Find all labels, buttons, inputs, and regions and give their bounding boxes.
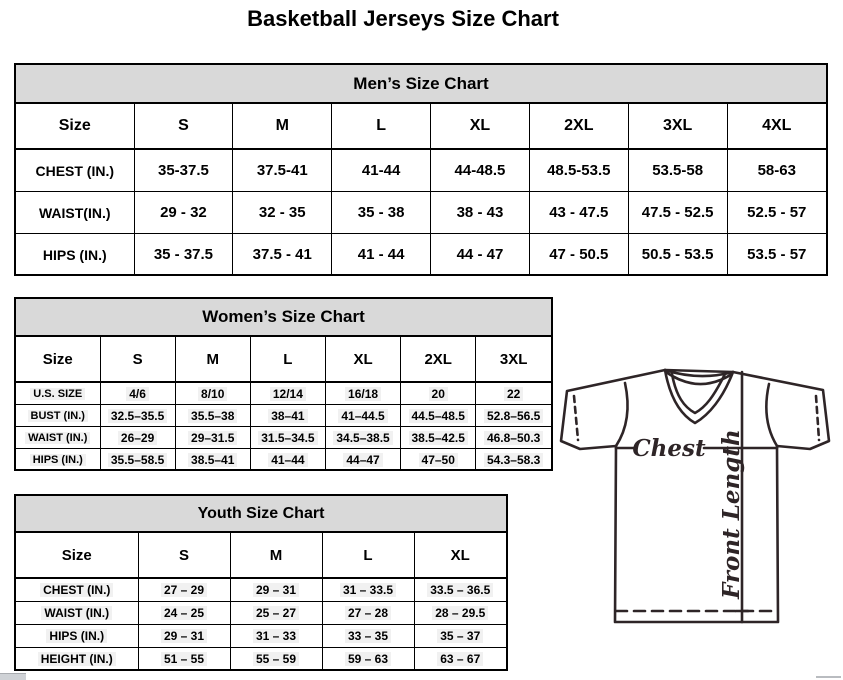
youth-header-row <box>16 533 506 578</box>
jersey-outline <box>561 370 829 622</box>
row-label: CHEST (IN.) <box>16 578 138 602</box>
column-header: S <box>134 104 233 149</box>
row-label: WAIST (IN.) <box>16 602 138 625</box>
size-cell: 31.5–34.5 <box>250 427 325 449</box>
column-header: Size <box>16 533 138 578</box>
column-header: XL <box>431 104 530 149</box>
column-header: XL <box>325 337 400 382</box>
front-length-label: Front Length <box>718 429 745 599</box>
size-cell: 32 - 35 <box>233 192 332 234</box>
column-header: L <box>332 104 431 149</box>
row-label: WAIST (IN.) <box>16 427 100 449</box>
size-cell: 52.5 - 57 <box>727 192 826 234</box>
size-cell: 38–41 <box>250 405 325 427</box>
womens-chart-title: Women’s Size Chart <box>202 307 365 326</box>
size-cell: 24 – 25 <box>138 602 230 625</box>
size-cell: 37.5-41 <box>233 149 332 192</box>
size-cell: 50.5 - 53.5 <box>628 234 727 276</box>
row-label: WAIST(IN.) <box>16 192 134 234</box>
size-cell: 44 - 47 <box>431 234 530 276</box>
size-cell: 20 <box>401 382 476 405</box>
size-cell: 63 – 67 <box>414 648 506 671</box>
column-header: S <box>100 337 175 382</box>
table-row <box>16 382 551 405</box>
page-title: Basketball Jerseys Size Chart <box>247 6 559 31</box>
size-cell: 12/14 <box>250 382 325 405</box>
size-cell: 44-48.5 <box>431 149 530 192</box>
womens-header-row <box>16 337 551 382</box>
column-header: 3XL <box>476 337 551 382</box>
size-cell: 38 - 43 <box>431 192 530 234</box>
table-row <box>16 449 551 471</box>
column-header: Size <box>16 337 100 382</box>
size-cell: 27 – 28 <box>322 602 414 625</box>
jersey-measurement-diagram <box>557 358 843 636</box>
chest-label: Chest <box>632 435 706 462</box>
column-header: L <box>250 337 325 382</box>
size-cell: 35 - 38 <box>332 192 431 234</box>
table-row <box>16 578 506 602</box>
size-cell: 53.5 - 57 <box>727 234 826 276</box>
row-label: HIPS (IN.) <box>16 449 100 471</box>
size-cell: 35.5–38 <box>175 405 250 427</box>
mens-size-chart <box>14 63 828 276</box>
size-cell: 16/18 <box>325 382 400 405</box>
column-header: S <box>138 533 230 578</box>
size-cell: 41 - 44 <box>332 234 431 276</box>
size-cell: 54.3–58.3 <box>476 449 551 471</box>
size-cell: 47 - 50.5 <box>529 234 628 276</box>
size-cell: 25 – 27 <box>230 602 322 625</box>
size-cell: 53.5-58 <box>628 149 727 192</box>
row-label: U.S. SIZE <box>16 382 100 405</box>
size-cell: 32.5–35.5 <box>100 405 175 427</box>
size-cell: 22 <box>476 382 551 405</box>
womens-size-chart <box>14 297 553 471</box>
column-header: M <box>175 337 250 382</box>
size-cell: 29 – 31 <box>138 625 230 648</box>
row-label: HIPS (IN.) <box>16 625 138 648</box>
size-cell: 47–50 <box>401 449 476 471</box>
row-label: HEIGHT (IN.) <box>16 648 138 671</box>
table-row <box>16 405 551 427</box>
size-cell: 51 – 55 <box>138 648 230 671</box>
size-cell: 33.5 – 36.5 <box>414 578 506 602</box>
table-row <box>16 648 506 671</box>
size-cell: 58-63 <box>727 149 826 192</box>
size-cell: 29–31.5 <box>175 427 250 449</box>
size-cell: 52.8–56.5 <box>476 405 551 427</box>
size-cell: 27 – 29 <box>138 578 230 602</box>
size-cell: 37.5 - 41 <box>233 234 332 276</box>
youth-chart-title: Youth Size Chart <box>197 504 325 522</box>
size-cell: 4/6 <box>100 382 175 405</box>
youth-size-chart <box>14 494 508 671</box>
table-row <box>16 602 506 625</box>
womens-chart-header <box>16 299 551 337</box>
size-cell: 41–44.5 <box>325 405 400 427</box>
size-cell: 48.5-53.5 <box>529 149 628 192</box>
size-cell: 47.5 - 52.5 <box>628 192 727 234</box>
column-header: 2XL <box>401 337 476 382</box>
scrollbar-fragment-right[interactable] <box>816 676 841 678</box>
size-cell: 31 – 33 <box>230 625 322 648</box>
size-cell: 28 – 29.5 <box>414 602 506 625</box>
table-row <box>16 625 506 648</box>
size-cell: 35 – 37 <box>414 625 506 648</box>
size-cell: 55 – 59 <box>230 648 322 671</box>
size-cell: 26–29 <box>100 427 175 449</box>
size-cell: 43 - 47.5 <box>529 192 628 234</box>
womens-size-table <box>16 337 551 470</box>
size-cell: 38.5–41 <box>175 449 250 471</box>
size-cell: 44–47 <box>325 449 400 471</box>
mens-chart-header <box>16 65 826 104</box>
column-header: Size <box>16 104 134 149</box>
size-cell: 38.5–42.5 <box>401 427 476 449</box>
size-cell: 31 – 33.5 <box>322 578 414 602</box>
size-cell: 46.8–50.3 <box>476 427 551 449</box>
column-header: XL <box>414 533 506 578</box>
table-row <box>16 234 826 276</box>
size-cell: 34.5–38.5 <box>325 427 400 449</box>
size-cell: 59 – 63 <box>322 648 414 671</box>
table-row <box>16 192 826 234</box>
column-header: M <box>230 533 322 578</box>
size-cell: 41-44 <box>332 149 431 192</box>
row-label: CHEST (IN.) <box>16 149 134 192</box>
column-header: 3XL <box>628 104 727 149</box>
youth-chart-header <box>16 496 506 533</box>
size-cell: 35 - 37.5 <box>134 234 233 276</box>
mens-header-row <box>16 104 826 149</box>
size-cell: 8/10 <box>175 382 250 405</box>
size-cell: 41–44 <box>250 449 325 471</box>
column-header: 2XL <box>529 104 628 149</box>
size-cell: 29 - 32 <box>134 192 233 234</box>
column-header: 4XL <box>727 104 826 149</box>
table-row <box>16 149 826 192</box>
size-cell: 33 – 35 <box>322 625 414 648</box>
table-row <box>16 427 551 449</box>
column-header: M <box>233 104 332 149</box>
size-cell: 29 – 31 <box>230 578 322 602</box>
mens-size-table <box>16 104 826 275</box>
youth-size-table <box>16 533 506 670</box>
row-label: BUST (IN.) <box>16 405 100 427</box>
row-label: HIPS (IN.) <box>16 234 134 276</box>
size-cell: 44.5–48.5 <box>401 405 476 427</box>
size-cell: 35-37.5 <box>134 149 233 192</box>
mens-chart-title: Men’s Size Chart <box>353 73 489 93</box>
size-cell: 35.5–58.5 <box>100 449 175 471</box>
column-header: L <box>322 533 414 578</box>
